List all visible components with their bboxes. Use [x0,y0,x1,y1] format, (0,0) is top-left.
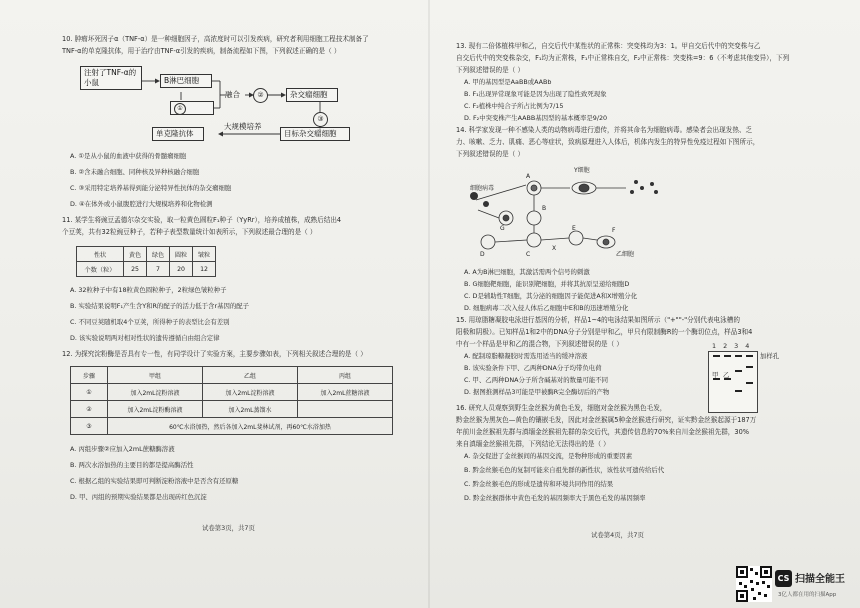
q14-option-b: B. G细胞靶细胞，能识别靶细胞，并将其抗原呈递给细胞D [464,280,630,288]
scanner-app-name: 扫描全能王 [795,574,845,585]
table-cell: 20 [170,262,193,277]
step-3-circle: ③ [313,112,328,127]
q10-option-d: D. ④在体外或小鼠腹腔进行大规模培养和化物检测 [70,200,213,208]
q14-option-a: A. A为B淋巴细胞，其激活需两个信号的刺激 [464,268,590,276]
table-cell: 甲组 [108,367,203,384]
table-cell: 加入2mL淀粉溶液 [108,384,203,401]
label-a: A [526,173,531,180]
table-cell: ① [71,384,108,401]
q13-option-b: B. F₁出现异常现象可能是因为出现了隐性致死现象 [464,90,607,98]
well [746,355,753,357]
table-cell: ③ [71,418,108,435]
table-row [71,384,393,401]
right-page-footer: 试卷第4页，共7页 [591,531,644,539]
q15-option-b: B. 该实验条件下甲、乙两种DNA分子均带负电荷 [464,364,602,372]
table-cell [298,401,393,418]
q13-stem-1: 13. 现有二倍体植株甲和乙，自交后代中某性状的正常株：突变株均为3：1。甲自交后代中的突变株与乙 [456,42,761,50]
table-row [77,262,216,277]
table-cell: 60℃水浴加热，然后各加入2mL斐林试剂，再60℃水浴加热 [108,418,393,435]
q12-option-c: C. 根据乙组的实验结果即可判断淀粉溶液中是否含有还原糖 [70,477,239,485]
q11-option-b: B. 实验结果说明F₁产生含Y和R的配子的活力低于含r基因的配子 [70,302,250,310]
q11-table [76,246,216,277]
table-cell: 性状 [77,247,124,262]
q16-option-b: B. 黔金丝猴毛色的复制可能来自祖先群的新性状，该性状可遗传给后代 [464,466,665,474]
wells-label: 加样孔 [760,352,780,360]
q10-option-a: A. ①是从小鼠的血液中获得的骨髓瘤细胞 [70,152,187,160]
scanner-tagline: 3亿人都在用的扫描App [778,592,837,598]
step-1-box: ① [170,101,214,115]
lane-numbers: 1234 [712,342,757,350]
q14-stem-3: 下列叙述错误的是（ ） [456,150,525,158]
label-x: X [552,245,557,252]
table-cell: 步骤 [71,367,108,384]
q14-stem-1: 14. 科学家发现一种不感染人类的动物病毒进行遗传，并将其命名为细胞病毒。感染者会出现发热、乏 [456,126,753,134]
q15-option-d: D. 据图推测样品3可能是甲被酶R完全酶切后的产物 [464,388,610,396]
q12-option-a: A. 丙组步骤②应加入2mL蔗糖酶溶液 [70,445,175,453]
table-cell: 加入2mL蔗糖溶液 [298,384,393,401]
label-d: D [480,251,485,258]
band-label-jia: 甲 [712,371,719,379]
table-cell: 黄色 [124,247,147,262]
qr-code-pattern [736,566,772,602]
q16-option-a: A. 杂交促进了金丝猴间的基因交流，是物种形成的重要因素 [464,452,633,460]
table-cell: 皱粒 [193,247,216,262]
q15-option-c: C. 甲、乙两种DNA分子所含碱基对的数量可能不同 [464,376,609,384]
q12-option-b: B. 两次水浴加热的主要目的都是提高酶活性 [70,461,194,469]
fusion-label: 融合 [225,90,240,99]
q12-stem: 12. 为探究淀粉酶是否具有专一性，有同学设计了实验方案，主要步骤如表，下列相关叙述合理的是（ ） [62,350,367,358]
band-lane4 [746,382,753,384]
table-cell: 加入2mL淀粉溶液 [203,384,298,401]
camscanner-logo-icon: CS [775,570,792,587]
band-lane4 [746,366,753,368]
label-b: B [542,205,547,212]
q11-option-c: C. 不同豆荚随机取4个豆荚，所得种子的表型比会有差别 [70,318,230,326]
table-cell: 乙组 [203,367,298,384]
qr-code [736,566,772,602]
y-cell-label: Y细胞 [574,167,590,174]
table-cell: 25 [124,262,147,277]
table-cell: 12 [193,262,216,277]
q16-stem-2: 黔金丝猴为黑灰色—黄色的镶嵌毛发，因此对金丝猴属5种金丝猴进行研究，证实黔金丝猴起源于187万 [456,416,757,424]
left-page-footer: 试卷第3页，共7页 [202,524,255,532]
q12-table [70,366,393,435]
q14-stem-2: 力、咳嗽、乏力、肌痛、恶心等症状，致病原理进入人体后，机体内发生的特异性免疫过程如下图所示， [456,138,760,146]
q13-option-c: C. F₂植株中纯合子所占比例为7/15 [464,102,564,110]
table-cell: 绿色 [147,247,170,262]
q15-stem-3: 中有一个样品是甲和乙的混合物，下列叙述错误的是（ ） [456,340,623,348]
q13-option-a: A. 甲的基因型是AaBB或AABb [464,78,552,86]
immune-response-diagram [466,160,666,260]
q13-stem-3: 下列叙述错误的是（ ） [456,66,525,74]
q15-stem-1: 15. 用琼脂糖凝胶电泳进行基因的分析，样品1~4的电泳结果如图所示（"+""-"分别代表电泳槽的 [456,316,740,324]
large-culture-label: 大规模培养 [224,122,262,131]
table-row [71,418,393,435]
target-hybridoma-box: 目标杂交瘤细胞 [280,127,350,141]
well [724,355,731,357]
q10-stem-2: TNF-α的单克隆抗体，用于治疗由TNF-α引发的疾病，制备流程如下图，下列叙述正确的是（ ） [62,47,341,55]
table-cell: 个数（粒） [77,262,124,277]
q11-option-a: A. 32粒种子中有18粒黄色圆粒种子，2粒绿色皱粒种子 [70,286,227,294]
label-c: C [526,251,531,258]
q16-option-d: D. 黔金丝猴群体中黄色毛发的基因频率大于黑色毛发的基因频率 [464,494,646,502]
q16-option-c: C. 黔金丝猴毛色的形成是遗传和环境共同作用的结果 [464,480,614,488]
step-2-circle: ② [253,88,268,103]
q11-stem-1: 11. 某学生将豌豆孟德尔杂交实验，取一粒黄色圆粒F₁种子（YyRr），培养成植株，成熟后结出4 [62,216,342,224]
well [713,355,720,357]
table-cell: 加入2mL淀粉酶溶液 [108,401,203,418]
hybridoma-box: 杂交瘤细胞 [286,88,338,102]
q14-option-c: C. D是辅助性T细胞，其分泌的细胞因子能促进A和X增殖分化 [464,292,638,300]
label-g: G [500,225,505,232]
band-lane3 [735,370,742,372]
label-e: E [572,225,576,232]
q16-stem-4: 来自滇缅金丝猴祖先群，下列结论无法得出的是（ ） [456,440,610,448]
q10-stem-1: 10. 肿瘤坏死因子α（TNF-α）是一种细胞因子，高浓度时可以引发疾病，研究者利用细胞工程技术制备了 [62,35,369,43]
right-column [456,0,821,608]
antibody-box: 单克隆抗体 [152,127,204,141]
q13-stem-2: 自交后代中的突变株杂交，F₁均为正常株，F₁中正常株自交，F₂中正常株：突变株=9：6（不考虑其他变异），下列 [456,54,790,62]
mouse-box: 注射了TNF-α的小鼠 [80,66,142,90]
well [735,355,742,357]
b-cell-box: B淋巴细胞 [160,74,212,88]
table-cell: 加入2mL蒸馏水 [203,401,298,418]
table-row [71,401,393,418]
table-cell: ② [71,401,108,418]
q10-option-b: B. ②含未融合细胞、同种核及异种核融合细胞 [70,168,200,176]
table-cell: 7 [147,262,170,277]
q10-option-c: C. ③采用特定培养基得到能分泌特异性抗体的杂交瘤细胞 [70,184,232,192]
table-header-row [71,367,393,384]
left-column [62,0,422,608]
table-header-row [77,247,216,262]
q16-stem-3: 年前川金丝猴祖先群与滇缅金丝猴祖先群的杂交后代，其遗传信息的70%来自川金丝猴祖先群，30% [456,428,750,436]
band-label-yi: 乙 [723,371,730,379]
q13-option-d: D. F₂中突变株产生AABB基因型的基本概率是9/20 [464,114,608,122]
band-lane3 [735,390,742,392]
b-cell-label: 乙细胞 [616,251,635,258]
virus-label: 细胞病毒 [470,185,495,192]
q16-stem-1: 16. 研究人员观察到野生金丝猴为黄色毛发，细胞对金丝猴为黑色毛发， [456,404,667,412]
q11-stem-2: 个豆荚，共有32粒豌豆种子，若种子表型数量统计如表所示，下列叙述最合理的是（ ） [62,228,317,236]
q14-option-d: D. 细胞病毒二次入侵人体后乙细胞中E和B的迅速增殖分化 [464,304,629,312]
table-cell: 圆粒 [170,247,193,262]
page-fold [428,0,430,608]
label-f: F [612,227,616,234]
q12-option-d: D. 甲、丙组的预期实验结果都是出现砖红色沉淀 [70,493,207,501]
q15-stem-2: 阳极和阴极）。已知样品1和2中的DNA分子分别是甲和乙，甲只有限制酶R的一个酶切位点，样品3和4 [456,328,753,336]
q15-option-a: A. 配制琼脂糖凝胶时需选用适当的缓冲溶液 [464,352,588,360]
table-cell: 丙组 [298,367,393,384]
gel [708,351,758,413]
q11-option-d: D. 该实验说明两对相对性状的遗传遵循自由组合定律 [70,334,220,342]
